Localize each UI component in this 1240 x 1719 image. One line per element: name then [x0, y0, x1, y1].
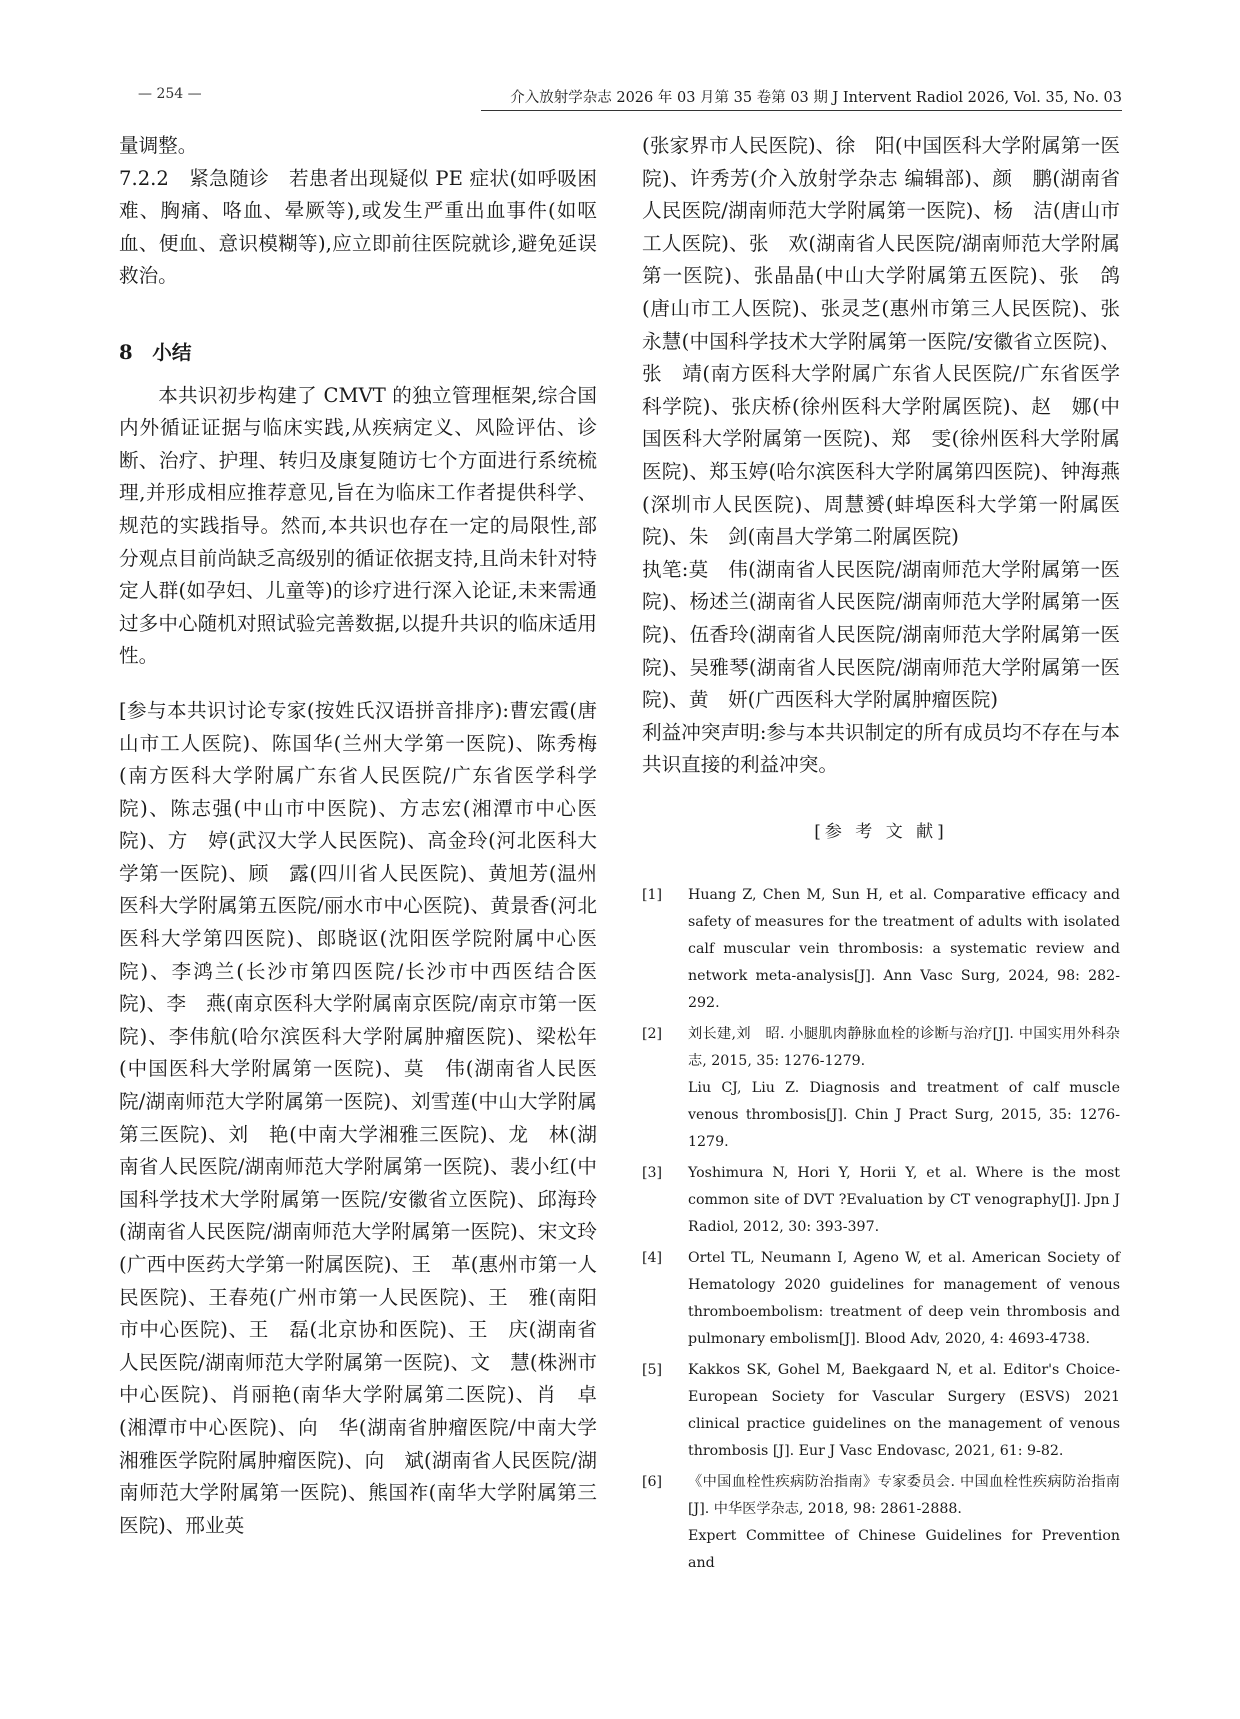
right-column [642, 130, 1120, 1581]
reference-number: [3] [642, 1165, 663, 1182]
references-heading: [参 考 文 献] [814, 821, 948, 842]
reference-number: [1] [642, 887, 663, 904]
reference-item [642, 1160, 1120, 1241]
reference-text: 《中国血栓性疾病防治指南》专家委员会. 中国血栓性疾病防治指南[J]. 中华医学杂志, 2018, 98: 2861-2888. [688, 1474, 1120, 1518]
reference-text: Ortel TL, Neumann I, Ageno W, et al. American Society of Hematology 2020 guidelines for management of venous thromboembolism: treatment of deep vein thrombosis and pulmonary embolism[J]. Blood Adv, 2020, 4: 4693-4738. [688, 1250, 1120, 1348]
reference-number: [2] [642, 1026, 663, 1043]
reference-item [642, 1357, 1120, 1465]
reference-item [642, 882, 1120, 1017]
paragraph-continuation: 量调整。 [119, 134, 198, 157]
reference-list [642, 882, 1120, 1577]
paragraph-summary: 本共识初步构建了 CMVT 的独立管理框架,综合国内外循证证据与临床实践,从疾病定义、风险评估、诊断、治疗、护理、转归及康复随访七个方面进行系统梳理,并形成相应推荐意见,旨在为临床工作者提供科学、规范的实践指导。然而,本共识也存在一定的局限性,部分观点目前尚缺乏高级别的循证依据支持,且尚未针对特定人群(如孕妇、儿童等)的诊疗进行深入论证,未来需通过多中心随机对照试验完善数据,以提升共识的临床适用性。 [119, 383, 597, 668]
reference-text: 刘长建,刘 昭. 小腿肌肉静脉血栓的诊断与治疗[J]. 中国实用外科杂志, 2015, 35: 1276-1279. [688, 1026, 1120, 1070]
running-header [118, 86, 1122, 110]
reference-item [642, 1021, 1120, 1156]
reference-item [642, 1245, 1120, 1353]
journal-citation: 介入放射学杂志 2026 年 03 月第 35 卷第 03 期 J Intervent Radiol 2026, Vol. 35, No. 03 [510, 90, 1122, 106]
reference-number: [5] [642, 1362, 663, 1379]
reference-text: Huang Z, Chen M, Sun H, et al. Comparative efficacy and safety of measures for the treatment of adults with isolated calf muscular vein thrombosis: a systematic review and network meta-analysis[J]. Ann Vasc Surg, 2024, 98: 282-292. [688, 887, 1120, 1012]
reference-text-english: Expert Committee of Chinese Guidelines for Prevention and [688, 1528, 1120, 1572]
paragraph-experts-continued: (张家界市人民医院)、徐 阳(中国医科大学附属第一医院)、许秀芳(介入放射学杂志 编辑部)、颜 鹏(湖南省人民医院/湖南师范大学附属第一医院)、杨 洁(唐山市工人医院)、张 欢(湖南省人民医院/湖南师范大学附属第一医院)、张晶晶(中山大学附属第五医院)、张 鸽(唐山市工人医院)、张灵芝(惠州市第三人民医院)、张永慧(中国科学技术大学附属第一医院/安徽省立医院)、张 靖(南方医科大学附属广东省人民医院/广东省医学科学院)、张庆桥(徐州医科大学附属医院)、赵 娜(中国医科大学附属第一医院)、郑 雯(徐州医科大学附属医院)、郑玉婷(哈尔滨医科大学附属第四医院)、钟海燕(深圳市人民医院)、周慧赟(蚌埠医科大学第一附属医院)、朱 剑(南昌大学第二附属医院) [642, 134, 1120, 549]
section-heading-summary: 8 小结 [119, 340, 192, 364]
reference-number: [4] [642, 1250, 663, 1267]
reference-number: [6] [642, 1474, 663, 1491]
reference-item [642, 1469, 1120, 1577]
paragraph-writers: 执笔:莫 伟(湖南省人民医院/湖南师范大学附属第一医院)、杨述兰(湖南省人民医院/湖南师范大学附属第一医院)、伍香玲(湖南省人民医院/湖南师范大学附属第一医院)、吴雅琴(湖南省人民医院/湖南师范大学附属第一医院)、黄 妍(广西医科大学附属肿瘤医院) [642, 557, 1120, 712]
paragraph-experts: [参与本共识讨论专家(按姓氏汉语拼音排序):曹宏霞(唐山市工人医院)、陈国华(兰州大学第一医院)、陈秀梅(南方医科大学附属广东省人民医院/广东省医学科学院)、陈志强(中山市中医院)、方志宏(湘潭市中心医院)、方 婷(武汉大学人民医院)、高金玲(河北医科大学第一医院)、顾 露(四川省人民医院)、黄旭芳(温州医科大学附属第五医院/丽水市中心医院)、黄景香(河北医科大学第四医院)、郎晓讴(沈阳医学院附属中心医院)、李鸿兰(长沙市第四医院/长沙市中西医结合医院)、李 燕(南京医科大学附属南京医院/南京市第一医院)、李伟航(哈尔滨医科大学附属肿瘤医院)、梁松年(中国医科大学附属第一医院)、莫 伟(湖南省人民医院/湖南师范大学附属第一医院)、刘雪莲(中山大学附属第三医院)、刘 艳(中南大学湘雅三医院)、龙 林(湖南省人民医院/湖南师范大学附属第一医院)、裴小红(中国科学技术大学附属第一医院/安徽省立医院)、邱海玲(湖南省人民医院/湖南师范大学附属第一医院)、宋文玲(广西中医药大学第一附属医院)、王 革(惠州市第一人民医院)、王春苑(广州市第一人民医院)、王 雅(南阳市中心医院)、王 磊(北京协和医院)、王 庆(湖南省人民医院/湖南师范大学附属第一医院)、文 慧(株洲市中心医院)、肖丽艳(南华大学附属第二医院)、肖 卓(湘潭市中心医院)、向 华(湖南省肿瘤医院/中南大学湘雅医学院附属肿瘤医院)、向 斌(湖南省人民医院/湖南师范大学附属第一医院)、熊国祚(南华大学附属第三医院)、邢业英 [119, 698, 597, 1537]
page-number: — 254 — [138, 86, 202, 102]
reference-text: Yoshimura N, Hori Y, Horii Y, et al. Where is the most common site of DVT ?Evaluation by CT venography[J]. Jpn J Radiol, 2012, 30: 393-397. [688, 1165, 1120, 1236]
header-rule [481, 110, 1122, 111]
paragraph-urgent-followup: 7.2.2 紧急随诊 若患者出现疑似 PE 症状(如呼吸困难、胸痛、咯血、晕厥等),或发生严重出血事件(如呕血、便血、意识模糊等),应立即前往医院就诊,避免延误救治。 [119, 166, 597, 288]
left-column [119, 130, 597, 1542]
reference-text: Kakkos SK, Gohel M, Baekgaard N, et al. Editor's Choice-European Society for Vascular Surgery (ESVS) 2021 clinical practice guidelines on the management of venous thrombosis [J]. Eur J Vasc Endovasc, 2021, 61: 9-82. [688, 1362, 1120, 1460]
reference-text-english: Liu CJ, Liu Z. Diagnosis and treatment of calf muscle venous thrombosis[J]. Chin J Pract Surg, 2015, 35: 1276-1279. [688, 1080, 1120, 1151]
paragraph-conflict-of-interest: 利益冲突声明:参与本共识制定的所有成员均不存在与本共识直接的利益冲突。 [642, 720, 1120, 777]
